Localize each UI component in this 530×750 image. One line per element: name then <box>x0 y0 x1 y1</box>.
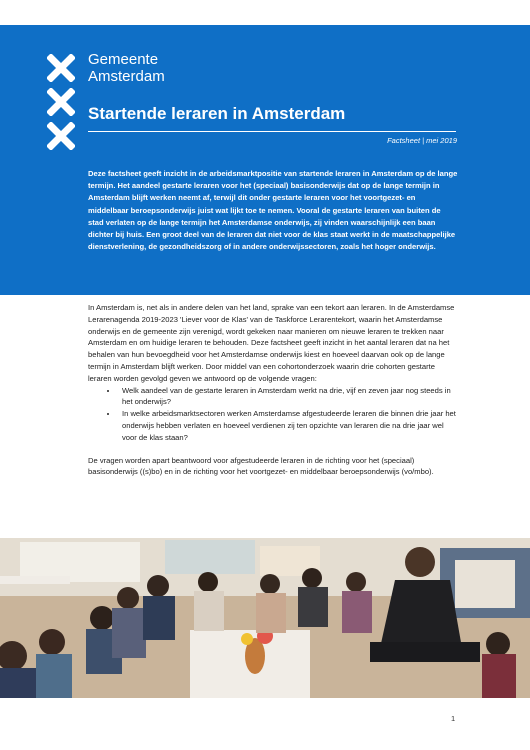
andreas-cross-icon <box>47 122 75 150</box>
classroom-photo <box>0 538 530 698</box>
body-paragraph: De vragen worden apart beantwoord voor afgestudeerde leraren in de richting voor het (speciaal) basisonderwijs ((s)bo) en in de richting voor het voortgezet- en middelbaar beroepsonderwijs (vo/mbo). <box>88 455 434 477</box>
org-name-line2: Amsterdam <box>88 68 165 85</box>
organization-name <box>88 51 165 85</box>
research-questions <box>88 385 456 444</box>
question-item: • Welk aandeel van de gestarte leraren in Amsterdam werkt na drie, vijf en zeven jaar nog steeds in het onderwijs? <box>118 385 456 409</box>
header-banner <box>0 25 530 295</box>
classroom-illustration <box>0 538 530 698</box>
andreas-cross-icon <box>47 54 75 82</box>
title-divider <box>88 131 456 132</box>
org-name-line1: Gemeente <box>88 51 159 68</box>
page-title: Startende leraren in Amsterdam <box>88 104 346 123</box>
body-paragraph: In Amsterdam is, net als in andere delen van het land, sprake van een tekort aan leraren. In de Amsterdamse Lerarenagenda 2019-2023 'Liever voor de Klas' van de Taskforce Lerarentekort, waarin het Amsterdamse onderwijs en de gemeente zijn verenigd, wordt gekeken naar manieren om nieuwe leraren te trekken naar Amsterdam en om huidige leraren te behouden. Deze factsheet geeft inzicht in het aantal leraren dat na het behalen van hun bevoegdheid voor het Amsterdamse onderwijs kiest en hoeveel daarvan ook op de lange termijn in Amsterdam blijft werken. Door middel van een cohortonderzoek waarin drie cohorten gestarte leraren worden gevolgd geven we antwoord op de volgende vragen: <box>88 303 455 383</box>
page-number: 1 <box>451 714 456 723</box>
question-item: • In welke arbeidsmarktsectoren werken Amsterdamse afgestudeerde leraren die binnen drie jaar het onderwijs hebben verlaten en hoeveel verdienen zij ten opzichte van leraren die na drie jaar wel voor de klas staan? <box>118 408 456 443</box>
intro-summary: Deze factsheet geeft inzicht in de arbeidsmarktpositie van startende leraren in Amsterdam op de lange termijn. Het aandeel gestarte leraren voor het (speciaal) basisonderwijs dat op de lange termijn in Amsterdam blijft werken neemt af, terwijl dit onder gestarte leraren voor het voortgezet- en middelbaar beroepsonderwijs juist wat lijkt toe te nemen. Vooral de gestarte leraren van buiten de stad verlaten op de lange termijn het Amsterdamse onderwijs, zij vinden waarschijnlijk een baan dichter bij huis. Een groot deel van de leraren dat niet voor de klas staat werkt in de maatschappelijke dienstverlening, de gezondheidszorg of in andere onderwijssectoren, zoals het hoger onderwijs. <box>88 169 458 252</box>
document-meta: Factsheet | mei 2019 <box>387 136 457 145</box>
body-text <box>88 302 456 478</box>
andreas-cross-icon <box>47 88 75 116</box>
